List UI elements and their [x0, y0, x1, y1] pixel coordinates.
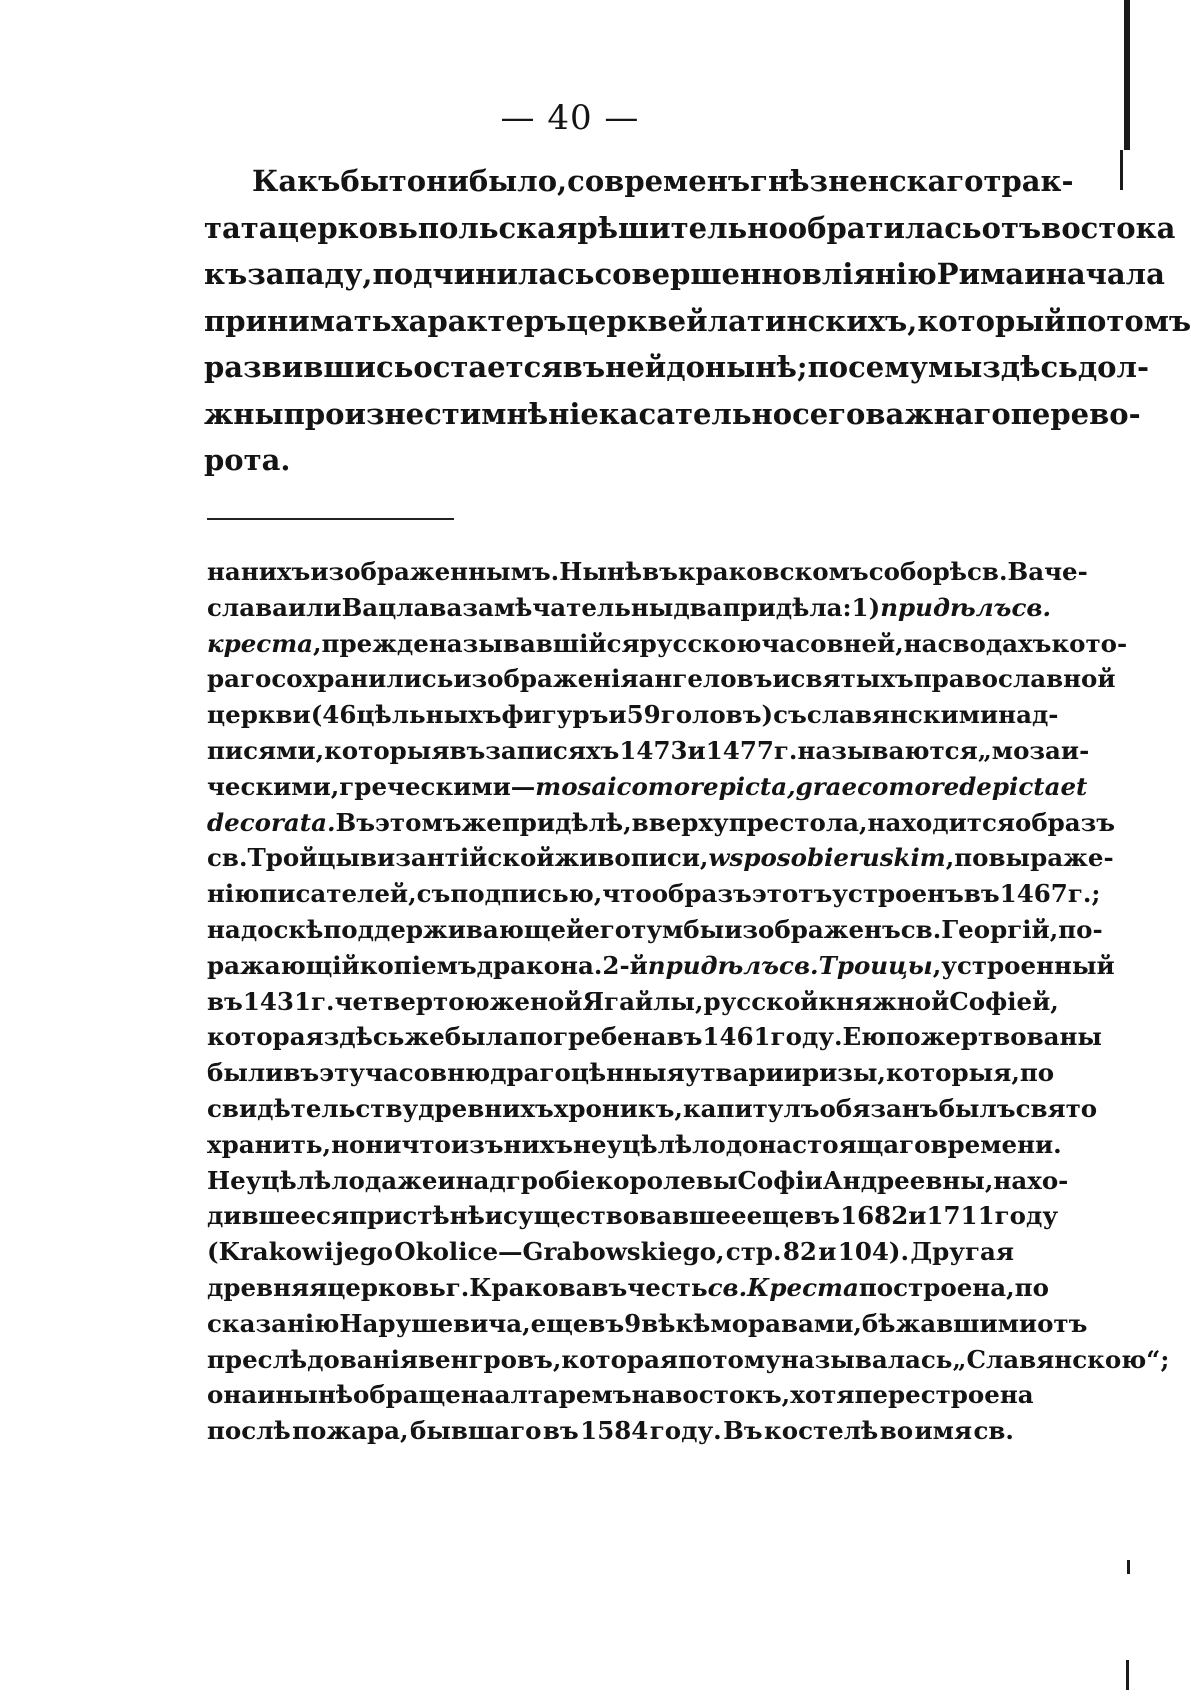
footnote-line: ражающiй копiемъ дракона. 2-й придѣлъ св. Троицы, устроенный	[207, 950, 1115, 980]
footnote-line: дившееся при стѣнѣ и существовавшее еще въ 1682 и 1711 году	[207, 1201, 1059, 1231]
scan-edge-mark	[1127, 1560, 1130, 1574]
main-text-line: жны произнести мнѣнiе касательно сего важнаго перево-	[204, 396, 1141, 431]
footnote-line: сказанiю Нарушевича, еще въ 9 вѣкѣ моравами, бѣжавшими отъ	[207, 1308, 1088, 1338]
footnote-line: свидѣтельству древнихъ хроникъ, капитулъ обязанъ былъ свято	[207, 1093, 1098, 1123]
scan-edge-mark	[1120, 150, 1123, 190]
footnote-line: древняя церковь г. Кракова въ честь св. Креста построена, по	[207, 1272, 1049, 1302]
footnote-line: церкви (46 цѣльныхъ фигуръ и 59 головъ) съ славянскими над-	[207, 700, 1059, 730]
footnote-line: въ 1431 г. четвертою женой Ягайлы, русской княжной Софiей,	[207, 986, 1059, 1016]
footnote-line: раго сохранились изображенiя ангеловъ и святыхъ православной	[207, 664, 1116, 694]
footnote-line: св. Тройцы византiйской живописи, w sposobie ruskim, по выраже-	[207, 843, 1114, 873]
main-text-line: развившись остается въ ней донынѣ; посему мы здѣсь дол-	[204, 350, 1149, 384]
footnote-line: (Krakow i jego Okolice—Grabowskiego, стр. 82 и 104). Другая	[207, 1237, 1014, 1267]
footnote-line: писями, которыя въ записяхъ 1473 и 1477 г. называются „мозаи-	[207, 735, 1090, 765]
main-text-line: рота.	[204, 443, 291, 477]
footnote-line: на нихъ изображеннымъ. Нынѣ въ краковскомъ соборѣ св. Ваче-	[207, 557, 1088, 586]
main-text-line: къ западу, подчинилась совершенно влiянiю Рима и начала	[204, 257, 1165, 291]
footnote-line: Не уцѣлѣло даже и надгробiе королевы Софiи Андреевны, нахо-	[207, 1165, 1069, 1195]
footnote-line: ческими, греческими—mosaico more picta, graeco more depicta et	[207, 771, 1088, 801]
footnote-line: креста, прежде называвшiйся русскою часовней, на сводахъ кото-	[207, 628, 1128, 658]
footnote-line: нiю писателей, съ подписью, что образъ этотъ устроенъ въ 1467 г.;	[207, 879, 1101, 909]
footnote-line: слава или Вацлава замѣчательны два придѣла: 1) придѣлъ св.	[207, 592, 1051, 622]
footnote-divider	[207, 518, 454, 520]
footnote-line: преслѣдованiя венгровъ, которая потому называлась „Славянскою“;	[207, 1344, 1170, 1374]
scan-edge-mark	[1126, 1660, 1129, 1690]
footnote-line: которая здѣсь же была погребена въ 1461 году. Ею пожертвованы	[207, 1022, 1102, 1052]
footnote-line: хранить, но ничто изъ нихъ не уцѣлѣло до настоящаго времени.	[207, 1129, 1062, 1159]
footnote-line: были въ эту часовню драгоцѣнныя утвари и ризы, которыя, по	[207, 1058, 1055, 1088]
footnote-line: послѣ пожара, бывшаго въ 1584 году. Въ костелѣ во имя св.	[207, 1416, 1014, 1446]
page-number: — 40 —	[500, 98, 640, 138]
main-paragraph	[204, 158, 1191, 484]
main-text-line: принимать характеръ церквей латинскихъ, который потомъ	[204, 303, 1191, 338]
footnote-line: на доскѣ поддерживающей его тумбы изображенъ св. Георгiй, по-	[207, 914, 1103, 944]
footnote-line: decorata. Въ этомъ же придѣлѣ, вверху престола, находится образъ	[207, 807, 1116, 837]
footnote-line: она и нынѣ обращена алтаремъ на востокъ, хотя перестроена	[207, 1380, 1034, 1410]
main-text-line: Какъ бы то ни было, со временъ гнѣзненскаго трак-	[252, 164, 1074, 198]
footnote-text	[207, 554, 1170, 1449]
main-text-line: тата церковь польская рѣшительно обратилась отъ востока	[204, 210, 1176, 245]
